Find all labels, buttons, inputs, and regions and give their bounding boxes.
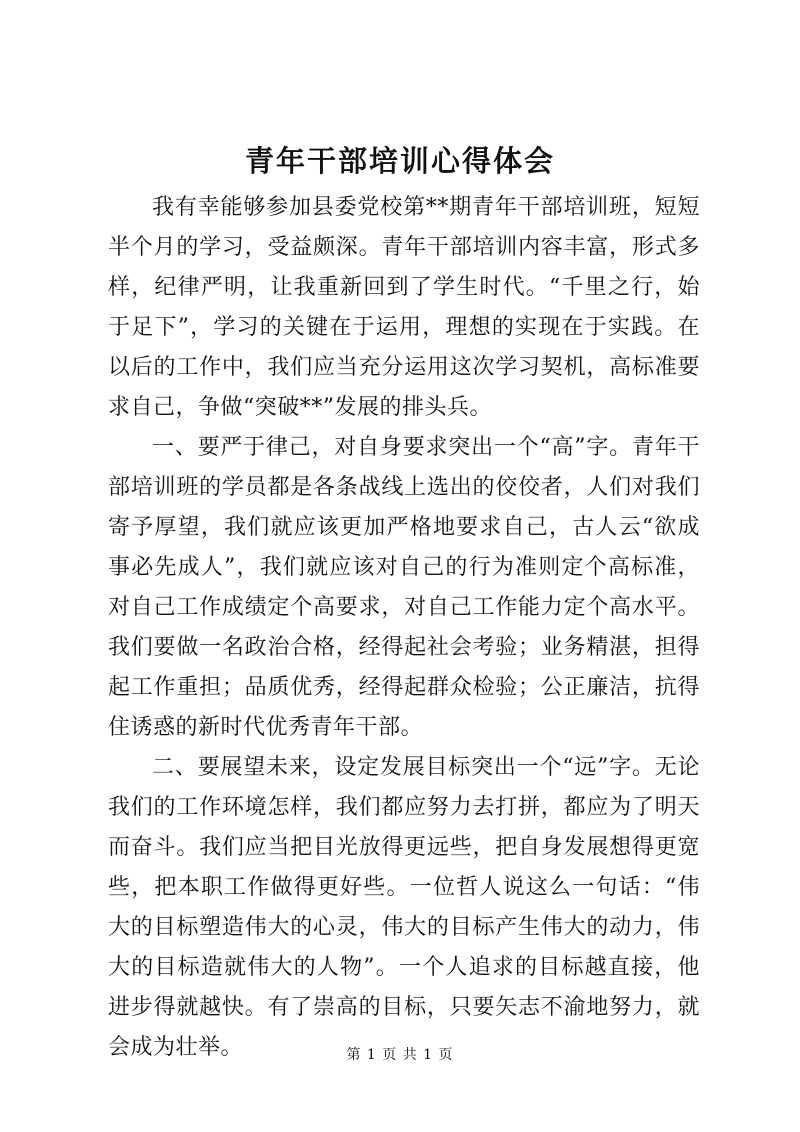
document-body — [108, 188, 700, 1068]
document-title: 青年干部培训心得体会 — [244, 144, 555, 178]
paragraph-intro: 我有幸能够参加县委党校第**期青年干部培训班，短短半个月的学习，受益颇深。青年干部培训内容丰富，形式多样，纪律严明，让我重新回到了学生时代。“千里之行，始于足下”，学习的关键在于运用，理想的实现在于实践。在以后的工作中，我们应当充分运用这次学习契机，高标准要求自己，争做“突破**”发展的排头兵。 — [108, 195, 700, 420]
page-footer: 第 1 页 共 1 页 — [346, 1047, 454, 1063]
paragraph-point-one: 一、要严于律己，对自身要求突出一个“高”字。青年干部培训班的学员都是各条战线上选出的佼佼者，人们对我们寄予厚望，我们就应该更加严格地要求自己，古人云“欲成事必先成人”，我们就应该对自己的行为准则定个高标准，对自己工作成绩定个高要求，对自己工作能力定个高水平。我们要做一名政治合格，经得起社会考验；业务精湛，担得起工作重担；品质优秀，经得起群众检验；公正廉洁，抗得住诱惑的新时代优秀青年干部。 — [108, 435, 700, 740]
paragraph-point-two: 二、要展望未来，设定发展目标突出一个“远”字。无论我们的工作环境怎样，我们都应努力去打拼，都应为了明天而奋斗。我们应当把目光放得更远些，把自身发展想得更宽些，把本职工作做得更好些。一位哲人说这么一句话：“伟大的目标塑造伟大的心灵，伟大的目标产生伟大的动力，伟大的目标造就伟大的人物”。一个人追求的目标越直接，他进步得就越快。有了崇高的目标，只要矢志不渝地努力，就会成为壮举。 — [108, 755, 700, 1060]
